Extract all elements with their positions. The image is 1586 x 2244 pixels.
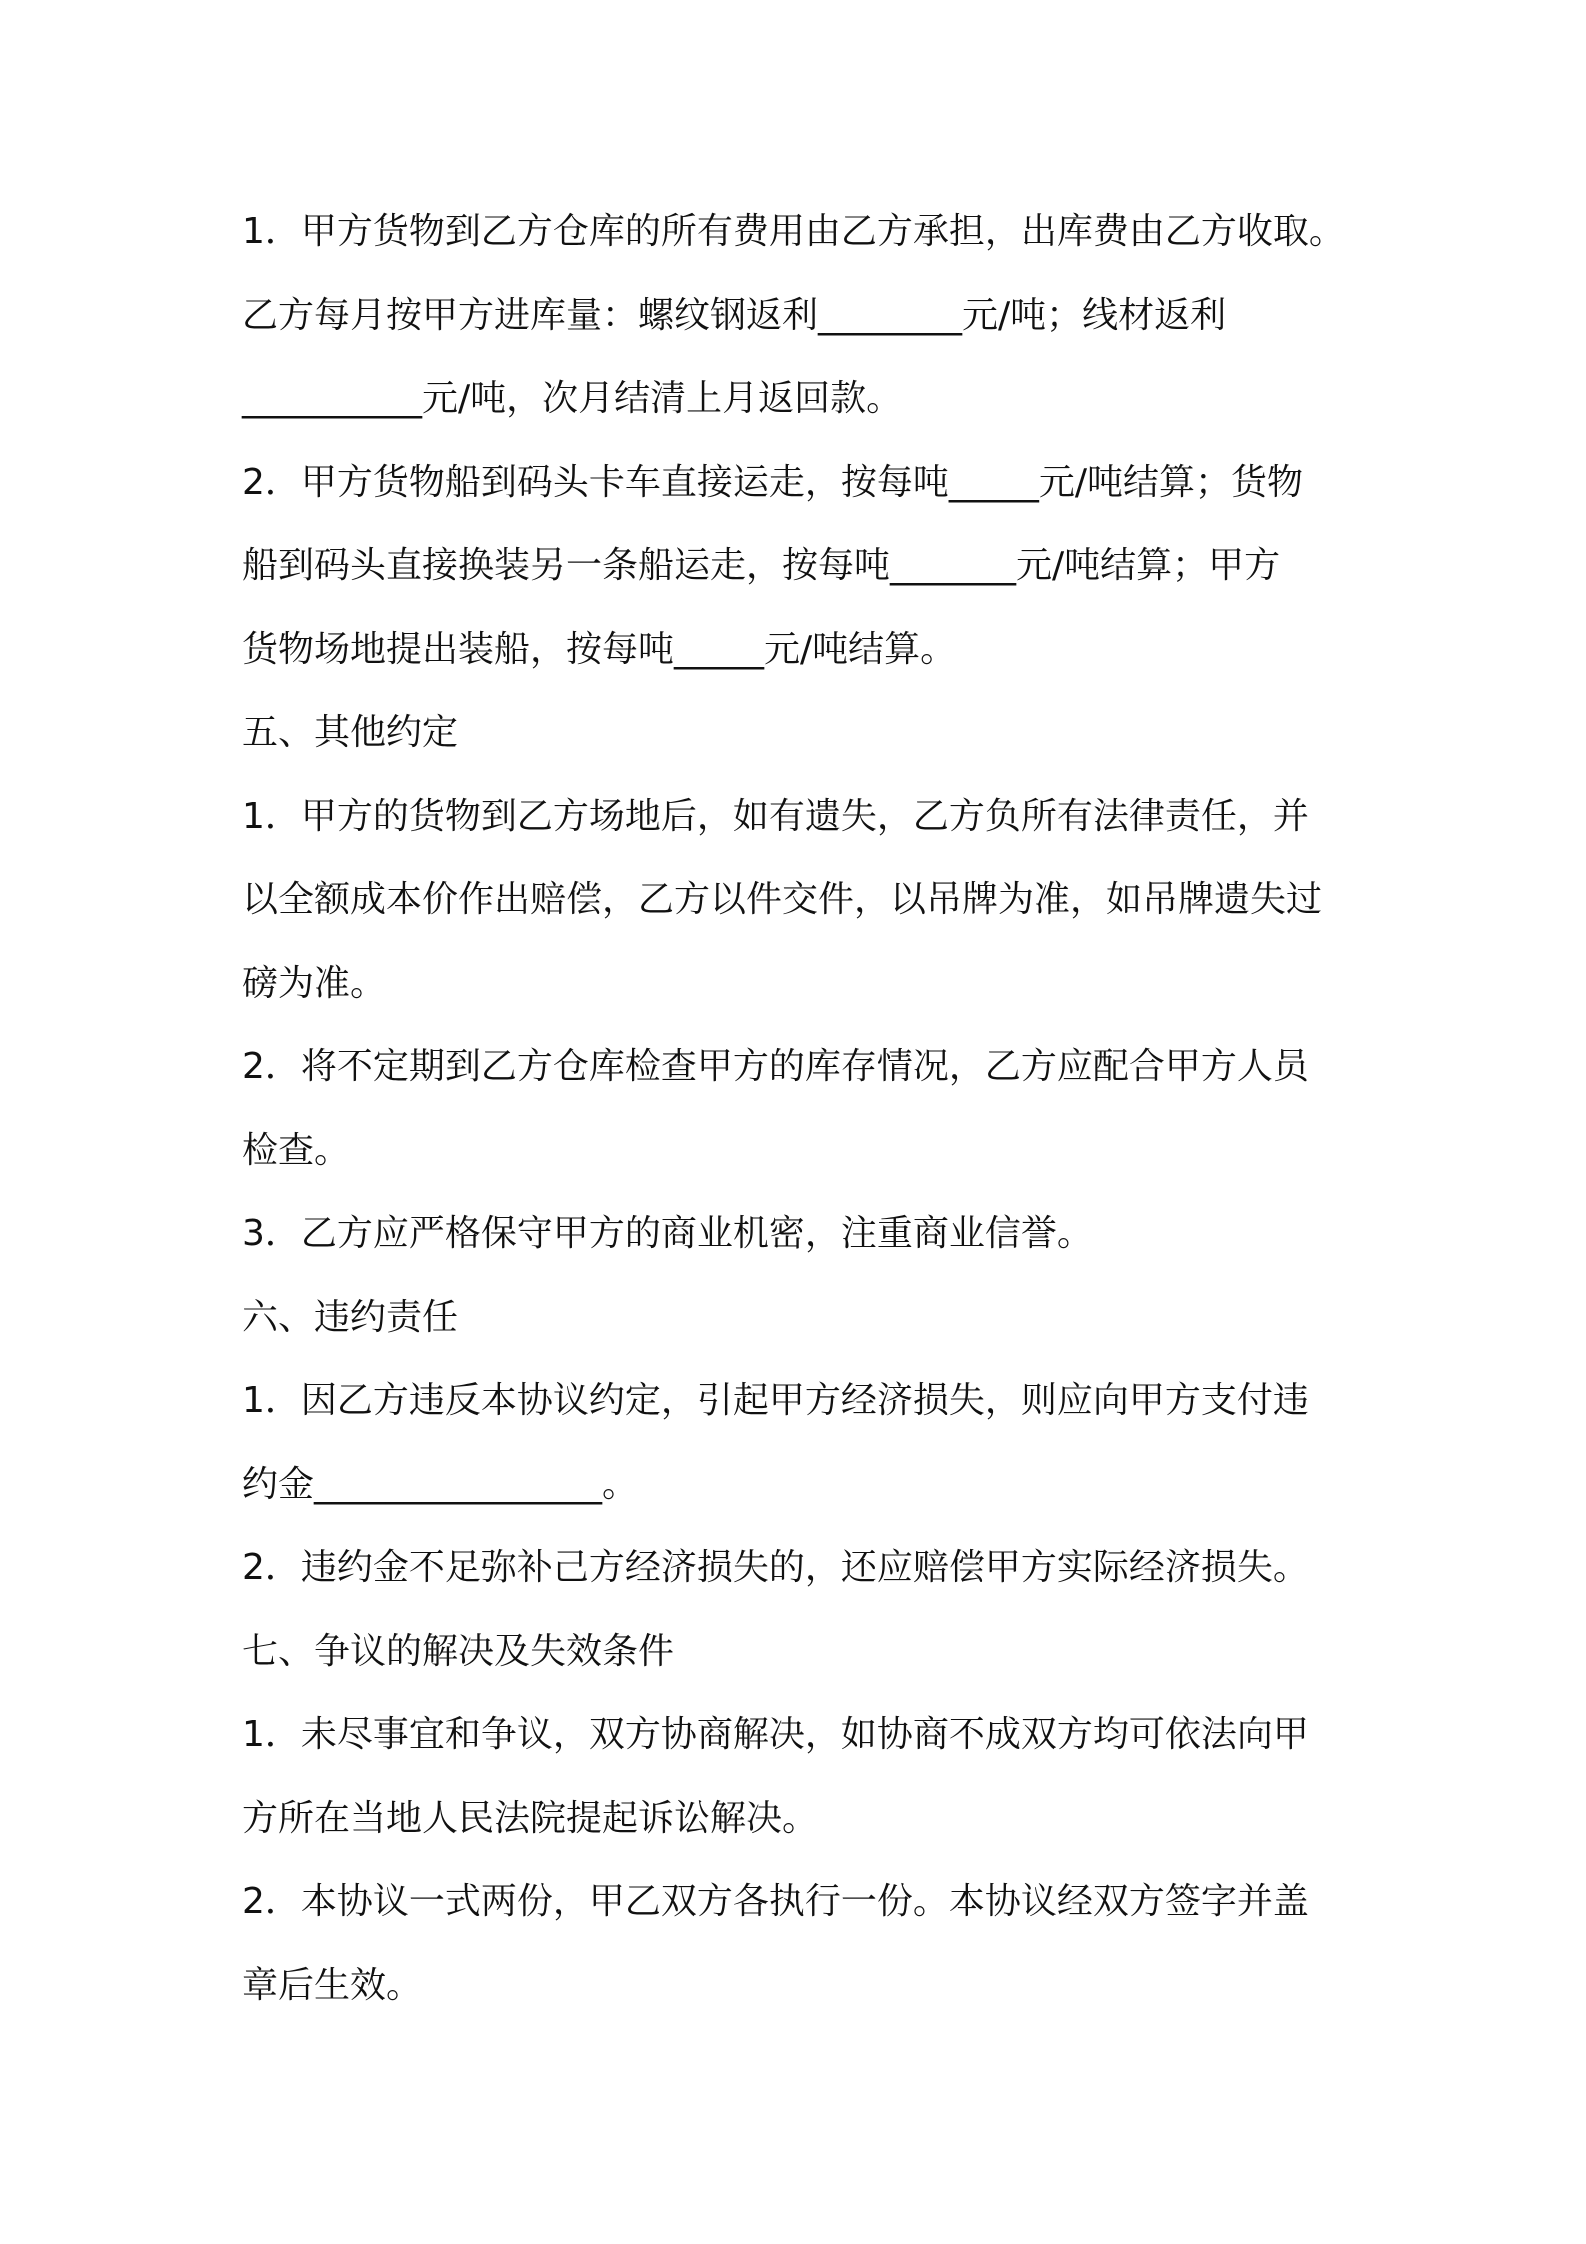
clause-6-1-line-1: 1．因乙方违反本协议约定，引起甲方经济损失，则应向甲方支付违 [242, 1380, 1309, 1421]
clause-4-1-line-3: __________元/吨，次月结清上月返回款。 [242, 378, 903, 419]
clause-6-1-line-2: 约金________________。 [242, 1463, 639, 1505]
clause-7-1-line-2: 方所在当地人民法院提起诉讼解决。 [242, 1797, 819, 1839]
clause-5-1-line-2: 以全额成本价作出赔偿，乙方以件交件，以吊牌为准，如吊牌遗失过 [242, 879, 1323, 920]
clause-4-2-line-1: 2．甲方货物船到码头卡车直接运走，按每吨_____元/吨结算；货物 [242, 461, 1304, 503]
clause-6-2-line-1: 2．违约金不足弥补己方经济损失的，还应赔偿甲方实际经济损失。 [242, 1547, 1309, 1588]
section-heading-breach-liability: 六、违约责任 [242, 1296, 459, 1338]
section-heading-dispute-resolution: 七、争议的解决及失效条件 [242, 1630, 675, 1672]
clause-4-2-line-2: 船到码头直接换装另一条船运走，按每吨_______元/吨结算；甲方 [242, 545, 1281, 586]
section-heading-other-agreements: 五、其他约定 [242, 712, 459, 753]
clause-5-1-line-3: 磅为准。 [242, 962, 387, 1004]
clause-5-1-line-1: 1．甲方的货物到乙方场地后，如有遗失，乙方负所有法律责任，并 [242, 795, 1309, 837]
contract-body [242, 190, 1392, 2027]
clause-4-1-line-2: 乙方每月按甲方进库量：螺纹钢返利________元/吨；线材返利 [242, 294, 1227, 336]
clause-7-1-line-1: 1．未尽事宜和争议，双方协商解决，如协商不成双方均可依法向甲 [242, 1714, 1309, 1755]
clause-7-2-line-1: 2．本协议一式两份，甲乙双方各执行一份。本协议经双方签字并盖 [242, 1881, 1309, 1922]
clause-5-3-line-1: 3．乙方应严格保守甲方的商业机密，注重商业信誉。 [242, 1213, 1093, 1254]
clause-4-2-line-3: 货物场地提出装船，按每吨_____元/吨结算。 [242, 628, 957, 670]
clause-5-2-line-1: 2．将不定期到乙方仓库检查甲方的库存情况，乙方应配合甲方人员 [242, 1046, 1309, 1087]
clause-7-2-line-2: 章后生效。 [242, 1964, 423, 2006]
clause-4-1-line-1: 1．甲方货物到乙方仓库的所有费用由乙方承担，出库费由乙方收取。 [242, 211, 1345, 252]
clause-5-2-line-2: 检查。 [242, 1129, 351, 1171]
